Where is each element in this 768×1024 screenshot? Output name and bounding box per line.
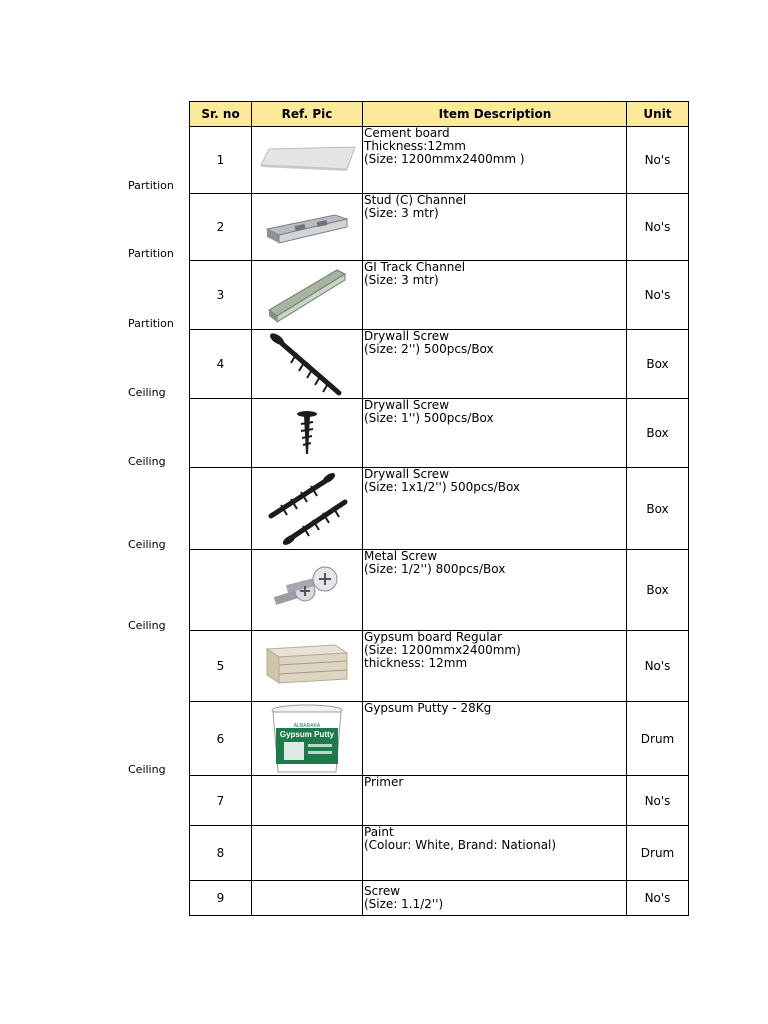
description-line: (Size: 2'') 500pcs/Box xyxy=(364,342,494,356)
table-row xyxy=(190,826,689,881)
gypsum-putty-bucket-icon xyxy=(270,704,344,774)
sr-no-cell xyxy=(190,550,252,631)
ref-pic-cell xyxy=(252,194,363,261)
description-line: (Size: 1200mmx2400mm) xyxy=(364,643,521,657)
side-label: Ceiling xyxy=(128,386,166,399)
table-row xyxy=(190,881,689,916)
table-row xyxy=(190,127,689,194)
item-description-cell xyxy=(363,631,627,702)
unit-cell: Drum xyxy=(627,826,689,881)
ref-pic-cell xyxy=(252,550,363,631)
side-label: Ceiling xyxy=(128,538,166,551)
sr-no-cell: 5 xyxy=(190,631,252,702)
description-line: Gypsum Putty - 28Kg xyxy=(364,701,492,715)
unit-cell: Box xyxy=(627,399,689,468)
sr-no-cell xyxy=(190,468,252,550)
item-description-cell xyxy=(363,261,627,330)
description-line: (Size: 3 mtr) xyxy=(364,273,439,287)
unit-cell: No's xyxy=(627,881,689,916)
table-row xyxy=(190,194,689,261)
description-line: Stud (C) Channel xyxy=(364,193,467,207)
item-description-cell xyxy=(363,826,627,881)
gypsum-board-icon xyxy=(265,643,349,689)
header-row xyxy=(190,102,689,127)
description-line: thickness: 12mm xyxy=(364,656,468,670)
description-line: Cement board xyxy=(364,126,450,140)
description-line: (Size: 1/2'') 800pcs/Box xyxy=(364,562,506,576)
sr-no-cell: 6 xyxy=(190,702,252,776)
ref-pic-cell xyxy=(252,330,363,399)
description-line: (Colour: White, Brand: National) xyxy=(364,838,557,852)
unit-cell: No's xyxy=(627,127,689,194)
unit-cell: No's xyxy=(627,194,689,261)
unit-cell: Box xyxy=(627,468,689,550)
side-label: Partition xyxy=(128,317,174,330)
side-label: Ceiling xyxy=(128,619,166,632)
description-line: (Size: 1.1/2'') xyxy=(364,897,444,911)
header-sr-no: Sr. no xyxy=(190,102,252,127)
sr-no-cell: 7 xyxy=(190,776,252,826)
description-line: Drywall Screw xyxy=(364,398,450,412)
ref-pic-cell xyxy=(252,776,363,826)
unit-cell: Drum xyxy=(627,702,689,776)
ref-pic-cell xyxy=(252,826,363,881)
sr-no-cell: 4 xyxy=(190,330,252,399)
table-row xyxy=(190,776,689,826)
item-description-cell xyxy=(363,776,627,826)
stud-channel-icon xyxy=(265,207,349,247)
table-row xyxy=(190,550,689,631)
ref-pic-cell xyxy=(252,881,363,916)
description-line: Drywall Screw xyxy=(364,467,450,481)
ref-pic-cell xyxy=(252,399,363,468)
sr-no-cell: 2 xyxy=(190,194,252,261)
ref-pic-cell xyxy=(252,631,363,702)
description-line: Primer xyxy=(364,775,404,789)
sr-no-cell: 3 xyxy=(190,261,252,330)
header-unit: Unit xyxy=(627,102,689,127)
ref-pic-cell xyxy=(252,127,363,194)
item-description-cell xyxy=(363,468,627,550)
drywall-screw-short-icon xyxy=(292,410,322,456)
item-description-cell xyxy=(363,127,627,194)
table-row xyxy=(190,399,689,468)
unit-cell: No's xyxy=(627,631,689,702)
drywall-screws-pair-icon xyxy=(265,470,349,548)
unit-cell: No's xyxy=(627,776,689,826)
table-row xyxy=(190,702,689,776)
header-item-description: Item Description xyxy=(363,102,627,127)
sr-no-cell: 8 xyxy=(190,826,252,881)
description-line: Metal Screw xyxy=(364,549,438,563)
side-label: Partition xyxy=(128,179,174,192)
bucket-brand: ALBARAKA xyxy=(293,722,321,729)
sr-no-cell: 9 xyxy=(190,881,252,916)
sr-no-cell: 1 xyxy=(190,127,252,194)
drywall-screw-long-icon xyxy=(267,331,347,397)
description-line: (Size: 3 mtr) xyxy=(364,206,439,220)
table-row xyxy=(190,468,689,550)
description-line: (Size: 1200mmx2400mm ) xyxy=(364,152,525,166)
unit-cell: Box xyxy=(627,330,689,399)
cement-board-icon xyxy=(257,143,357,177)
track-channel-icon xyxy=(265,266,349,324)
ref-pic-cell xyxy=(252,468,363,550)
ref-pic-cell xyxy=(252,261,363,330)
unit-cell: Box xyxy=(627,550,689,631)
side-label: Partition xyxy=(128,247,174,260)
description-line: GI Track Channel xyxy=(364,260,466,274)
description-line: Drywall Screw xyxy=(364,329,450,343)
table-row xyxy=(190,330,689,399)
metal-screws-icon xyxy=(267,565,347,615)
description-line: Gypsum board Regular xyxy=(364,630,502,644)
side-label: Ceiling xyxy=(128,763,166,776)
item-description-cell xyxy=(363,330,627,399)
description-line: (Size: 1'') 500pcs/Box xyxy=(364,411,494,425)
ref-pic-cell xyxy=(252,702,363,776)
item-description-cell xyxy=(363,702,627,776)
item-description-cell xyxy=(363,399,627,468)
item-description-cell xyxy=(363,881,627,916)
description-line: Screw xyxy=(364,884,401,898)
materials-table xyxy=(189,101,689,916)
description-line: Paint xyxy=(364,825,394,839)
item-description-cell xyxy=(363,550,627,631)
description-line: Thickness:12mm xyxy=(364,139,466,153)
unit-cell: No's xyxy=(627,261,689,330)
table-row xyxy=(190,631,689,702)
side-label: Ceiling xyxy=(128,455,166,468)
header-ref-pic: Ref. Pic xyxy=(252,102,363,127)
sr-no-cell xyxy=(190,399,252,468)
table-row xyxy=(190,261,689,330)
item-description-cell xyxy=(363,194,627,261)
description-line: (Size: 1x1/2'') 500pcs/Box xyxy=(364,480,521,494)
bucket-label: Gypsum Putty xyxy=(279,729,335,739)
